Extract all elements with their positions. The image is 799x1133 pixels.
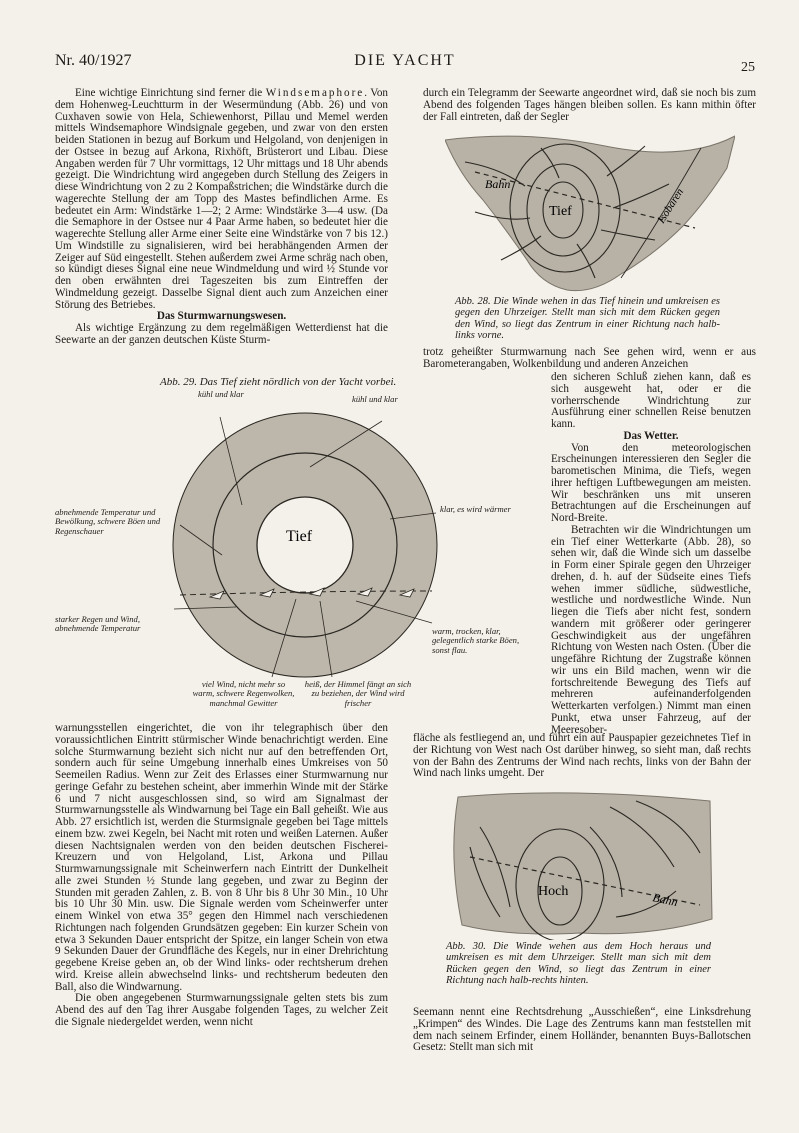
- section-heading-sturmwarnung: Das Sturmwarnungswesen.: [156, 310, 287, 323]
- paragraph-windsemaphore: [55, 88, 388, 311]
- paragraph-meteorologie: Von den meteorologischen Erscheinungen interessieren den Segler die barometischen Minima, die Tiefs, wegen ihrer heftigen Luftbewegungen am meisten. Wir beschränken uns mit unseren Betrachtungen auf die Erscheinungen auf Nord-Breite.: [551, 441, 751, 524]
- left-column-top: [55, 88, 388, 347]
- figure-28-map: [445, 128, 735, 298]
- fig29-label-right-upper: klar, es wird wärmer: [440, 504, 511, 514]
- fig29-label-right-lower: warm, trocken, klar, gelegentlich starke Böen, sonst flau.: [432, 626, 520, 655]
- issue-number: Nr. 40/1927: [55, 52, 132, 69]
- text-run: Eine wichtige Einrichtung sind ferner die: [75, 87, 266, 99]
- page-number: 25: [741, 60, 755, 75]
- fig29-label-left-upper: abnehmende Temperatur und Bewölkung, schwere Böen und Regenschauer: [55, 507, 161, 536]
- fig30-label-bahn: Bahn: [651, 890, 680, 910]
- section-heading-wetter: Das Wetter.: [623, 429, 679, 442]
- fig29-label-tief: Tief: [286, 528, 313, 545]
- figure-30-caption: Abb. 30. Die Winde wehen aus dem Hoch heraus und umkreisen es mit dem Uhrzeiger. Stellt man sich mit dem Rücken gegen den Wind, so liegt das Zentrum in einer Richtung nach halb-rechts hinten.: [446, 941, 711, 986]
- fig29-label-top-right: kühl und klar: [352, 394, 398, 404]
- paragraph-festliegend: fläche als festliegend an, und führt ein auf Pauspapier gezeichnetes Tief in der Richtung von West nach Ost darüber hinweg, so sieht man, daß rechts von der Bahn des Zentrums der Wind nach rechts, links von der Bahn der Wind nach links umgeht. Der: [413, 732, 751, 780]
- paragraph-seemann: Seemann nennt eine Rechtsdrehung „Ausschießen“, eine Linksdrehung „Krimpen“ des Windes. Die Lage des Zentrums kann man feststellen mit dem nach seinem Erfinder, einem Holländer, benannten Buys-Ballotschen Gesetz: Stellt man sich mit: [413, 1006, 751, 1054]
- figure-28-caption: Abb. 28. Die Winde wehen in das Tief hinein und umkreisen es gegen den Uhrzeiger. Stellt man sich mit dem Rücken gegen den Wind, so liegt das Zentrum in einer Richtung nach halb-links vorne.: [455, 296, 720, 341]
- fig29-label-bottom-left: viel Wind, nicht mehr so warm, schwere Regenwolken, manchmal Gewitter: [192, 679, 295, 708]
- fig29-label-bottom-right: heiß, der Himmel fängt an sich zu beziehen, der Wind wird frischer: [304, 679, 412, 708]
- figure-29-diagram: [160, 395, 450, 695]
- right-column-bottom: [413, 733, 751, 780]
- paragraph-trotz: trotz geheißter Sturmwarnung nach See gehen wird, wenn er aus Barometerangaben, Wolkenbildung und anderen Anzeichen: [423, 346, 756, 370]
- journal-title: DIE YACHT: [354, 52, 456, 69]
- fig28-label-isobaren: Isobaren: [655, 186, 687, 226]
- figure-30-map: [440, 787, 716, 940]
- right-column-top: [423, 88, 756, 123]
- fig30-label-hoch: Hoch: [538, 884, 569, 899]
- paragraph-sturmwarnung-start: Als wichtige Ergänzung zu dem regelmäßigen Wetterdienst hat die Seewarte an der ganzen deutschen Küste Sturm-: [55, 322, 388, 346]
- fig28-label-bahn: Bahn: [485, 177, 511, 191]
- spaced-term: Windsemaphore: [265, 87, 365, 99]
- fig28-label-tief: Tief: [549, 204, 572, 219]
- fig29-label-left-lower: starker Regen und Wind, abnehmende Temperatur: [55, 614, 141, 634]
- page-header: [55, 52, 755, 76]
- figure-29-title: Abb. 29. Das Tief zieht nördlich von der Yacht vorbei.: [160, 376, 397, 388]
- fig29-label-top-left: kühl und klar: [198, 389, 244, 399]
- text-run: . Von dem Hohenweg-Leuchtturm in der Wesermündung (Abb. 26) und von Cuxhaven sowie von Hela, Schiewenhorst, Pillau und Memel werden mittels Windsemaphore Windsignale gegeben, und zwar von den ersten beiden Stationen in bezug auf Borkum und Helgoland, von denjenigen in der Ostsee in bezug auf Arkona, Rixhöft, Brüsterort und Libau. Diese Angaben werden für 7 Uhr vormittags, 12 Uhr mittags und 18 Uhr abends gezeigt. Die Windrichtung wird angegeben durch Stellung des Zeigers in diese Windrichtung von 2 zu 2 Kompaßstrichen; die Windstärke durch die wagerechte Stellung der am Topp des Mastes befindlichen Arme. Es bedeutet ein Arm: Windstärke 1—2; 2 Arme: Windstärke 3—4 usw. (Da die Semaphore in der Ostsee nur 4 Paar Arme haben, so bedeutet hier die wagerechte Stellung aller Arme einer Seite eine Windstärke von 7 bis 12.) Um Windstille zu signalisieren, wird bei herabhängenden Armen der Zeiger auf Süd eingestellt. Stehen außerdem zwei Arme schräg nach oben, so kündigt dieses Signal eine neue Windmeldung und wird ½ Stunde vor den oben erwähnten drei Tageszeiten bis zum Eintreffen der Windmeldung gezeigt. Dasselbe Signal dient auch zum Anzeichen einer Störung des Betriebes.: [55, 87, 389, 311]
- paragraph-ausgeweht: den sicheren Schluß ziehen kann, daß es sich ausgeweht hat, oder er die vorherrschende Windrichtung zur Ausführung einer schnellen Reise benutzen kann.: [551, 371, 751, 430]
- paragraph-signale-gelten: Die oben angegebenen Sturmwarnungssignale gelten stets bis zum Abend des auf den Tag ihrer Ausgabe folgenden Tages, zu welcher Zeit die Signale niedergeldet werden, wenn nicht: [55, 992, 388, 1028]
- text-line-trotz: [423, 347, 756, 371]
- right-column-mid: [551, 372, 751, 736]
- paragraph-continuation: durch ein Telegramm der Seewarte angeordnet wird, daß sie noch bis zum Abend des folgenden Tages hängen bleiben sollen. Es kann mithin öfter der Fall eintreten, daß der Segler: [423, 87, 756, 123]
- left-column-bottom: [55, 723, 388, 1029]
- right-column-end: [413, 1007, 751, 1054]
- paragraph-warnungsstellen: warnungsstellen eingerichtet, die von ihr telegraphisch über den voraussichtlichen Eintritt stürmischer Winde benachrichtigt werden. Eine solche Sturmwarnung bezieht sich nicht nur auf den betreffenden Ort, sondern auch für seine Umgebung innerhalb eines Umkreises von 50 Seemeilen Radius. Wenn zur Zeit des Erlasses einer Sturmwarnung nur geringe Gefahr zu bestehen scheint, aber immerhin Winde mit der Stärke 6 und 7 nicht ausgeschlossen sind, so wird am Signalmast der Sturmwarnungsstelle als Windwarnung bei Tage ein Ball geheißt. Wie aus Abb. 27 ersichtlich ist, werden die Sturmsignale gegeben bei Tage mittels einem bzw. zwei Kegeln, bei Nacht mit roten und weißen Laternen. Außer diesen Nachtsignalen werden von den beiden deutschen Fischerei-Kreuzern und von Helgoland, List, Arkona und Pillau Sturmwarnungssignale mit Scheinwerfern nach Eintritt der Dunkelheit alle zwei Stunden ½ Stunde lang gegeben, und zwar zu Beginn der Stunden mit geraden Zahlen, z. B. von 8 Uhr bis 8 Uhr 30 Min., 10 Uhr bis 10 Uhr 30 Min. usw. Die Signale werden vom Scheinwerfer unter einem Winkel von etwa 35° gegen den Himmel nach verschiedenen Richtungen nach folgenden Grundsätzen gegeben: Ein kurzer Schein von etwa 3 Sekunden Dauer entspricht der Spitze, ein langer Schein von etwa 9 Sekunden Dauer der Grundfläche des Kegels, nur in einer Drehrichtung gegebene Kreise geben an, ob der Wind links- oder rechtsherum drehen wird. Kreise allein abwechselnd links- und rechtsherum bedeuten den Ball, also die Windwarnung.: [55, 722, 388, 993]
- paragraph-windrichtungen: Betrachten wir die Windrichtungen um ein Tief einer Wetterkarte (Abb. 28), so sehen wir, daß die Winde sich um dasselbe in Form einer Spirale gegen den Uhrzeiger drehen, d. h. auf der Südseite eines Tiefs wehen immer südliche, südwestliche, westliche und nordwestliche Winde. Nun liegen die Tiefs aber nicht fest, sondern wandern mit größerer oder geringerer Geschwindigkeit aus der ungefähren Richtung von Westen nach Osten. (Über die ungefähre Richtung der Zugstraße können wir uns ein Bild machen, wenn wir die fortschreitende Bewegung des Tiefs auf mehreren aufeinanderfolgenden Wetterkarten verfolgen.) Nimmt man einen Punkt, etwa unser Fahrzeug, auf der Meeresober-: [551, 523, 751, 736]
